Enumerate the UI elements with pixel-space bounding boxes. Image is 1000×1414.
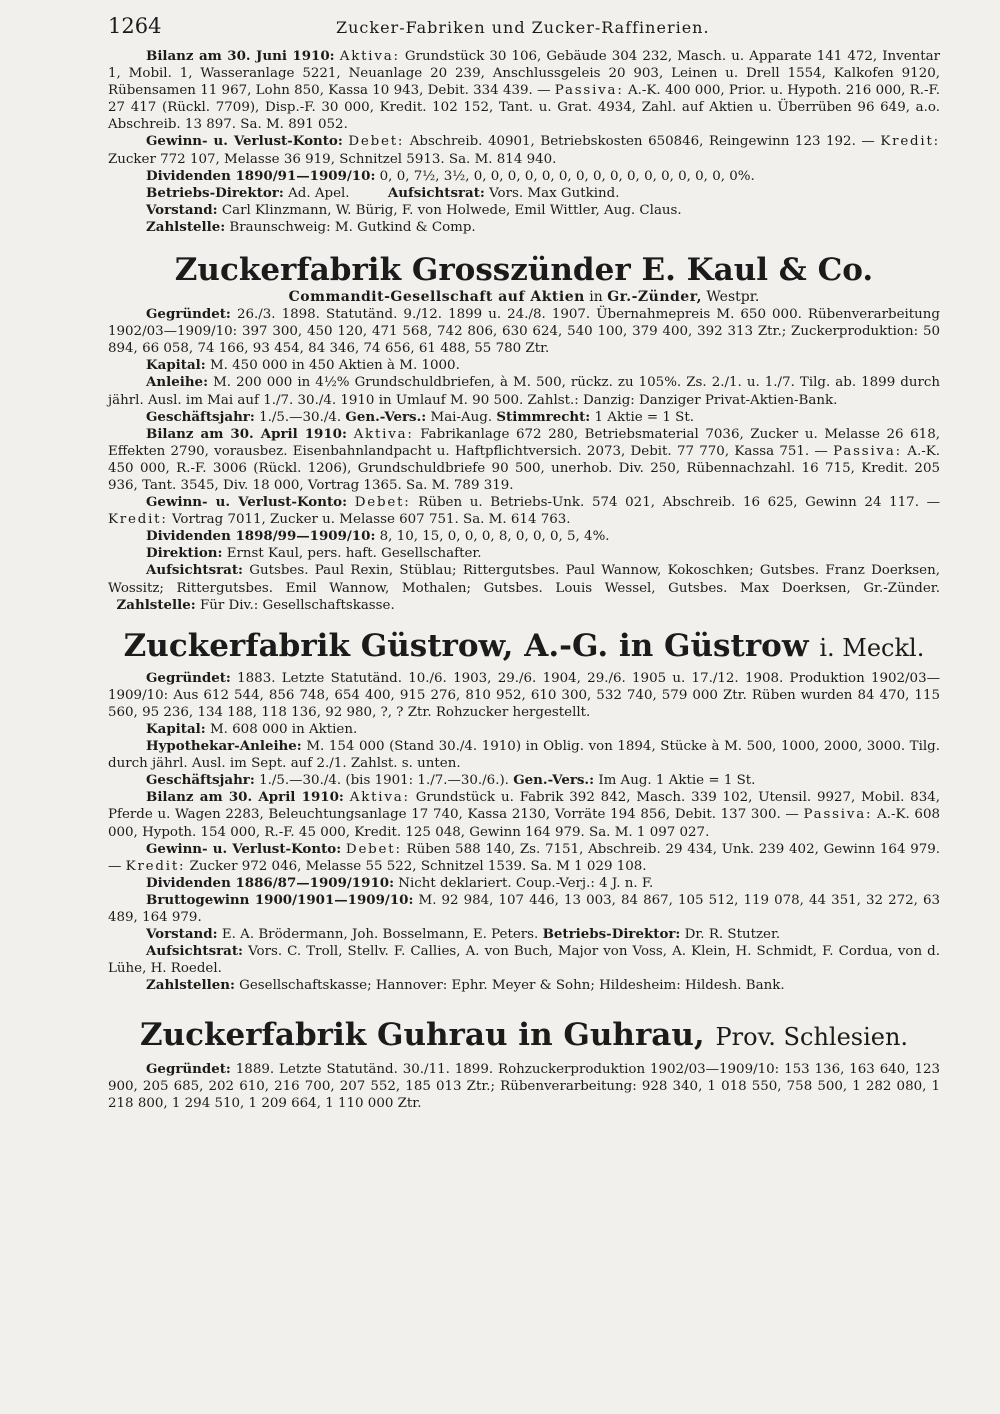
dividenden-label: Dividenden 1890/91—1909/10: <box>146 167 376 184</box>
aufsichtsrat-text: Gutsbes. Paul Rexin, Stüblau; Rittergutsbes. Paul Wannow, Kokoschken; Gutsbes. Franz Doerksen, Wossitz; Rittergutsbes. Emil Wannow, Mothalen; Gutsbes. Louis Wessel, Gutsbes. Max Doerksen, Gr.-Zünder. <box>108 563 940 596</box>
kredit-label: Kredit: <box>125 858 186 874</box>
aufsichtsrat-label: Aufsichtsrat: <box>387 184 485 201</box>
gen-vers-text: Mai-Aug. <box>430 409 493 425</box>
vorstand-text: Carl Klinzmann, W. Bürig, F. von Holwede, Emil Wittler, Aug. Claus. <box>221 202 682 218</box>
aktiva-text: Grundstück 30 106, Gebäude 304 232, Masch. u. Apparate 141 472, Inventar 1, Mobil. 1, Wasseranlage 5221, Neuanlage 20 239, Anschlussgeleis 20 903, Leinen u. Drell 1554, Kalkofen 9120, Rübensamen 11 967, Lohn 850, Kassa 10 943, Debit. 334 439. — <box>108 49 941 99</box>
zahlstellen-label: Zahlstellen: <box>146 977 235 994</box>
bruttogewinn-text: M. 92 984, 107 446, 13 003, 84 867, 105 512, 119 078, 44 351, 32 272, 63 489, 164 979. <box>108 892 940 926</box>
running-title: Zucker-Fabriken und Zucker-Raffinerien. <box>336 18 710 37</box>
kredit-label: Kredit: <box>108 512 168 528</box>
dividenden-label: Dividenden 1886/87—1909/1910: <box>146 874 395 891</box>
stimmrecht-label: Stimmrecht: <box>496 408 591 425</box>
passiva-label: Passiva: <box>803 807 873 823</box>
company-heading <box>108 1017 940 1055</box>
gegruendet-label: Gegründet: <box>146 306 231 323</box>
subtitle-place: Gr.-Zünder, <box>607 289 702 306</box>
dividenden-text: 8, 10, 15, 0, 0, 0, 8, 0, 0, 0, 5, 4%. <box>379 529 610 545</box>
vorstand-label: Vorstand: <box>146 926 218 943</box>
debet-label: Debet: <box>354 495 411 511</box>
passiva-text: A.-K. 400 000, Prior. u. Hypoth. 216 000, R.-F. 27 417 (Rückl. 7709), Disp.-F. 30 000, Kredit. 102 152, Tant. u. Grat. 4934, Zahl. auf Aktien u. Überrüben 96 649, a.o. Abschreib. 13 897. Sa. M. 891 052. <box>108 83 941 133</box>
gegruendet-text: 1889. Letzte Statutänd. 30./11. 1899. Rohzuckerproduktion 1902/03—1909/10: 153 136, 163 640, 123 900, 205 685, 202 610, 216 700, 207 552, 185 013 Ztr.; Rübenverarbeitung: 928 340, 1 018 550, 758 500, 1 282 080, 1 218 800, 1 294 510, 1 209 664, 1 110 000 Ztr. <box>108 1061 941 1111</box>
geschaeftsjahr-label: Geschäftsjahr: <box>146 772 255 789</box>
kapital-text: M. 608 000 in Aktien. <box>209 722 358 737</box>
geschaeftsjahr-label: Geschäftsjahr: <box>146 408 255 425</box>
direktion-text: Ernst Kaul, pers. haft. Gesellschafter. <box>226 546 482 562</box>
kredit-text: Zucker 972 046, Melasse 55 522, Schnitzel 1539. Sa. M 1 029 108. <box>189 858 647 874</box>
debet-text: Rüben 588 140, Zs. 7151, Abschreib. 29 434, Unk. 239 402, Gewinn 164 979. — <box>108 841 941 874</box>
kredit-label: Kredit: <box>880 134 940 150</box>
hypothekar-anleihe-label: Hypothekar-Anleihe: <box>146 738 302 755</box>
aktiva-text: Fabrikanlage 672 280, Betriebsmaterial 7036, Zucker u. Melasse 26 618, Effekten 2790, vorausbez. Eisenbahnlandpacht u. Haftpflichtversich. 2073, Debit. 77 770, Kassa 751. — <box>108 426 940 459</box>
anleihe-text: M. 200 000 in 4½% Grundschuldbriefen, à M. 500, rückz. zu 105%. Zs. 2./1. u. 1./7. Tilg. ab. 1899 durch jährl. Ausl. im Mai auf 1./7. 30./4. 1910 in Umlauf M. 90 500. Zahlst.: Danzig: Danziger Privat-Aktien-Bank. <box>108 375 940 408</box>
kapital-text: M. 450 000 in 450 Aktien à M. 1000. <box>209 358 460 374</box>
debet-label: Debet: <box>345 841 402 857</box>
kredit-text: Zucker 772 107, Melasse 36 919, Schnitzel 5913. Sa. M. 814 940. <box>108 151 557 167</box>
betriebs-direktor-label: Betriebs-Direktor: <box>542 926 681 943</box>
direktion-label: Direktion: <box>146 545 223 562</box>
bruttogewinn-label: Bruttogewinn 1900/1901—1909/10: <box>146 891 414 908</box>
geschaeftsjahr-text: 1./5.—30./4. <box>259 409 342 425</box>
dividenden-text: 0, 0, 7½, 3½, 0, 0, 0, 0, 0, 0, 0, 0, 0, 0, 0, 0, 0, 0, 0, 0%. <box>379 168 755 184</box>
aufsichtsrat-text: Vors. C. Troll, Stellv. F. Callies, A. von Buch, Major von Voss, A. Klein, H. Schmidt, F. Cordua, von d. Lühe, H. Roedel. <box>108 944 940 977</box>
company-title-suffix: Prov. Schlesien. <box>715 1022 909 1051</box>
stimmrecht-text: 1 Aktie = 1 St. <box>594 409 694 425</box>
hypothekar-anleihe-text: M. 154 000 (Stand 30./4. 1910) in Oblig. von 1894, Stücke à M. 500, 1000, 2000, 3000. Tilg. durch jährl. Ausl. im Sept. auf 2./1. Zahlst. s. unten. <box>108 739 940 772</box>
aufsichtsrat-text: Vors. Max Gutkind. <box>489 185 620 201</box>
debet-text: Abschreib. 40901, Betriebskosten 650846, Reingewinn 123 192. — <box>409 134 875 150</box>
aufsichtsrat-label: Aufsichtsrat: <box>146 943 243 960</box>
entry-guhrau <box>108 1017 940 1112</box>
debet-text: Rüben u. Betriebs-Unk. 574 021, Abschreib. 16 625, Gewinn 24 117. — <box>418 495 940 511</box>
running-header <box>108 14 940 48</box>
kredit-text: Vortrag 7011, Zucker u. Melasse 607 751. Sa. M. 614 763. <box>171 512 571 528</box>
passiva-text: A.-K. 608 000, Hypoth. 154 000, R.-F. 45 000, Kredit. 125 048, Gewinn 164 979. Sa. M. 1 097 027. <box>108 807 940 840</box>
vorstand-label: Vorstand: <box>146 201 218 218</box>
debet-label: Debet: <box>348 134 405 150</box>
gegruendet-text: 1883. Letzte Statutänd. 10./6. 1903, 29./6. 1904, 29./6. 1905 u. 17./12. 1908. Produktion 1902/03—1909/10: Aus 612 544, 856 748, 654 400, 915 276, 810 952, 610 300, 532 740, 579 000 Ztr. Rüben wurden 84 470, 115 560, 95 236, 134 188, 118 136, 92 980, ?, ? Ztr. Rohzucker hergestellt. <box>108 670 940 720</box>
passiva-text: A.-K. 450 000, R.-F. 3006 (Rückl. 1206), Grundschuldbriefe 90 500, unerhob. Div. 250, Rübennachzahl. 16 715, Kredit. 205 936, Tant. 3545, Div. 18 000, Vortrag 1365. Sa. M. 789 319. <box>108 443 940 493</box>
gegruendet-label: Gegründet: <box>146 669 231 686</box>
anleihe-label: Anleihe: <box>146 374 209 391</box>
betriebs-direktor-label: Betriebs-Direktor: <box>146 184 284 201</box>
passiva-label: Passiva: <box>554 83 624 99</box>
subtitle-form: Commandit-Gesellschaft auf Aktien <box>288 289 585 306</box>
entry-guestrow <box>108 628 940 995</box>
aktiva-label: Aktiva: <box>339 49 400 64</box>
company-heading: Zuckerfabrik Grosszünder E. Kaul & Co. <box>174 252 874 289</box>
betriebs-direktor-text: Ad. Apel. <box>288 185 350 201</box>
aktiva-label: Aktiva: <box>353 426 414 442</box>
bilanz-label: Bilanz am 30. April 1910: <box>146 789 344 806</box>
company-heading <box>108 628 940 666</box>
aktiva-text: Grundstück u. Fabrik 392 842, Masch. 339 102, Utensil. 9927, Mobil. 834, Pferde u. Wagen 2283, Beleuchtungsanlage 17 740, Kassa 2130, Vorräte 194 856, Debit. 137 300. — <box>108 790 940 823</box>
bilanz-label: Bilanz am 30. Juni 1910: <box>146 48 335 64</box>
company-title: Zuckerfabrik Guhrau in Guhrau, <box>139 1016 705 1053</box>
aktiva-label: Aktiva: <box>349 790 410 806</box>
geschaeftsjahr-text: 1./5.—30./4. (bis 1901: 1./7.—30./6.). <box>259 773 509 789</box>
kapital-label: Kapital: <box>146 357 206 374</box>
subtitle-region: Westpr. <box>706 289 760 306</box>
company-title: Zuckerfabrik Güstrow, A.-G. in Güstrow <box>123 627 809 664</box>
dividenden-label: Dividenden 1898/99—1909/10: <box>146 528 376 545</box>
dividenden-text: Nicht deklariert. Coup.-Verj.: 4 J. n. F. <box>398 875 654 891</box>
betriebs-direktor-text: Dr. R. Stutzer. <box>684 927 781 943</box>
guv-label: Gewinn- u. Verlust-Konto: <box>146 133 343 150</box>
gen-vers-text: Im Aug. 1 Aktie = 1 St. <box>598 773 756 789</box>
zahlstelle-text: Braunschweig: M. Gutkind & Comp. <box>229 219 476 235</box>
company-title-suffix: i. Meckl. <box>819 633 925 662</box>
guv-label: Gewinn- u. Verlust-Konto: <box>146 840 342 857</box>
gegruendet-text: 26./3. 1898. Statutänd. 9./12. 1899 u. 24./8. 1907. Übernahmepreis M. 650 000. Rübenverarbeitung 1902/03—1909/10: 397 300, 450 120, 471 568, 742 806, 630 624, 540 100, 379 400, 392 313 Ztr.; Zuckerproduktion: 50 894, 66 058, 74 166, 93 454, 84 346, 74 656, 61 488, 55 780 Ztr. <box>108 307 941 357</box>
bilanz-label: Bilanz am 30. April 1910: <box>146 425 347 442</box>
gen-vers-label: Gen.-Vers.: <box>513 772 595 789</box>
guv-label: Gewinn- u. Verlust-Konto: <box>146 494 348 511</box>
aufsichtsrat-label: Aufsichtsrat: <box>146 562 243 579</box>
entry-continuation <box>108 48 940 236</box>
gen-vers-label: Gen.-Vers.: <box>345 408 427 425</box>
vorstand-text: E. A. Brödermann, Joh. Bosselmann, E. Peters. <box>221 927 539 943</box>
gegruendet-label: Gegründet: <box>146 1060 231 1077</box>
zahlstelle-label: Zahlstelle: <box>146 218 226 235</box>
zahlstelle-label: Zahlstelle: <box>116 596 196 613</box>
zahlstelle-text: Für Div.: Gesellschaftskasse. <box>199 597 395 613</box>
subtitle-in: in <box>589 289 603 306</box>
passiva-label: Passiva: <box>833 443 902 459</box>
company-subtitle <box>108 288 940 306</box>
page-number: 1264 <box>108 14 162 38</box>
zahlstellen-text: Gesellschaftskasse; Hannover: Ephr. Meyer & Sohn; Hildesheim: Hildesh. Bank. <box>239 978 785 994</box>
kapital-label: Kapital: <box>146 721 206 737</box>
entry-grosszuender <box>108 252 940 614</box>
